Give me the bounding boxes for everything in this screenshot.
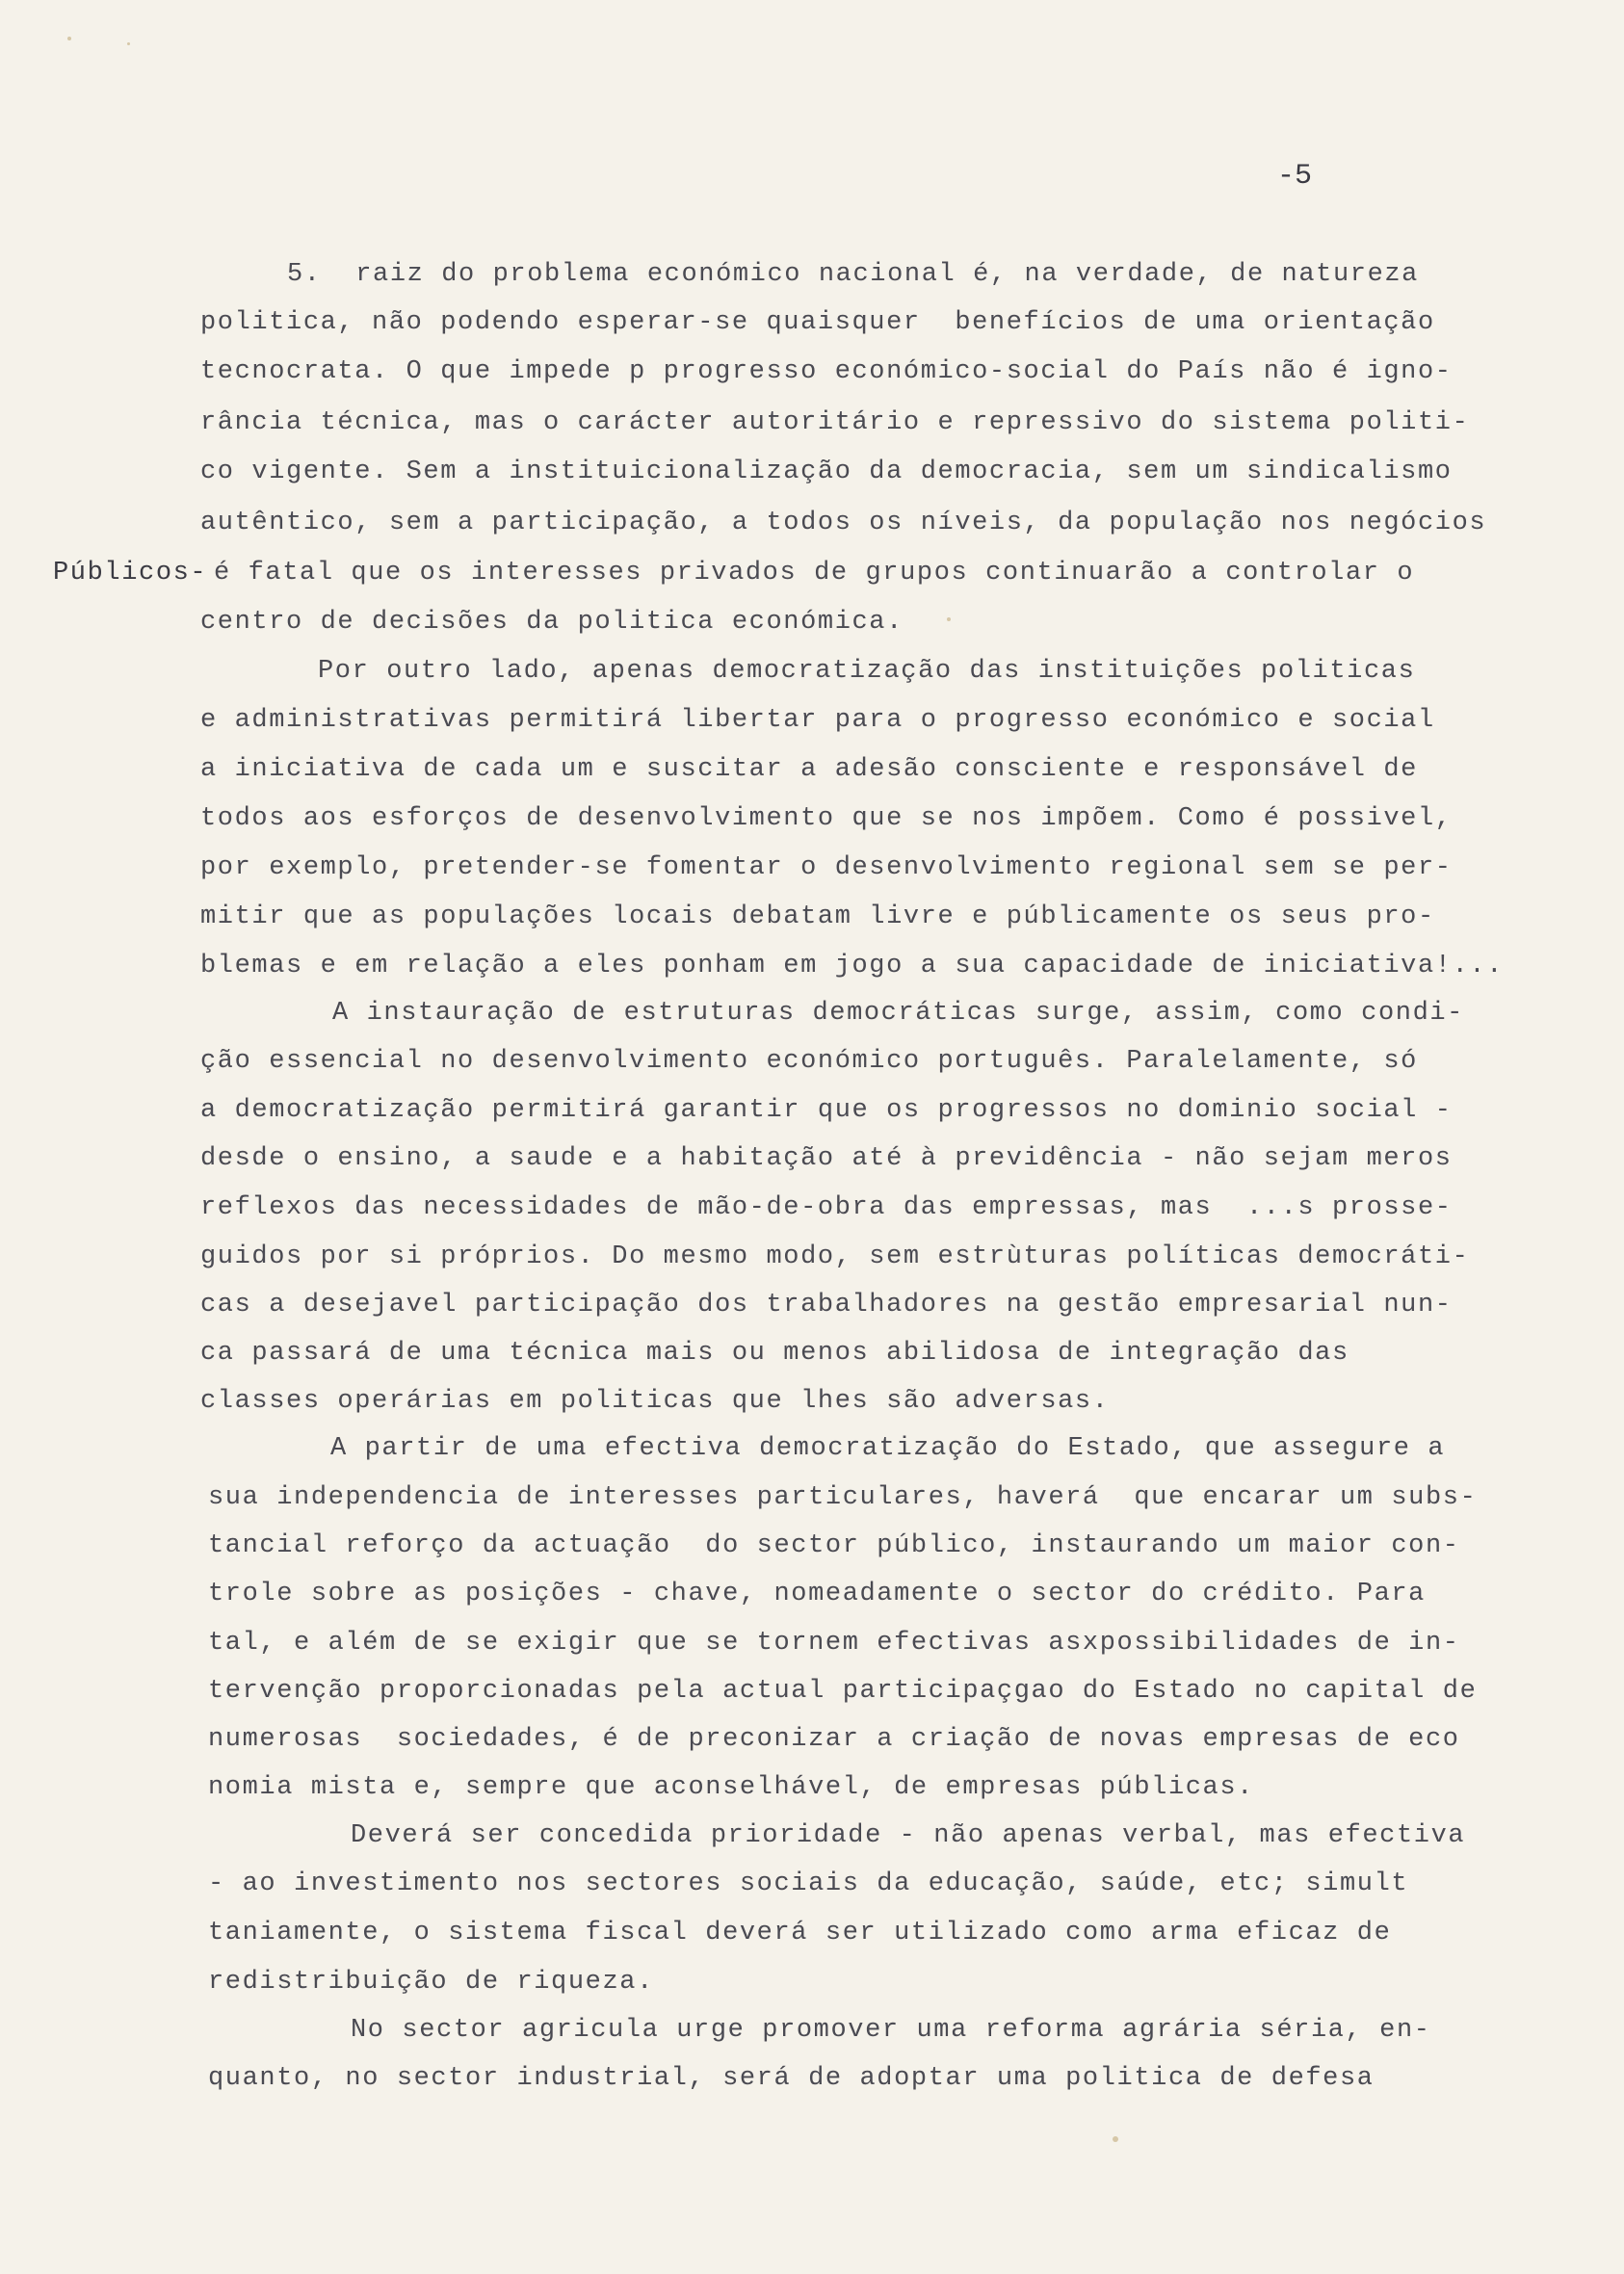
text-line: nomia mista e, sempre que aconselhável, de empresas públicas. bbox=[208, 1773, 1254, 1802]
text-line: todos aos esforços de desenvolvimento que se nos impõem. Como é possivel, bbox=[200, 804, 1453, 833]
page-number: -5 bbox=[1277, 160, 1313, 193]
text-line: ca passará de uma técnica mais ou menos abilidosa de integração das bbox=[200, 1339, 1349, 1368]
text-line: Deverá ser concedida prioridade - não apenas verbal, mas efectiva bbox=[351, 1821, 1466, 1850]
paper-speck bbox=[67, 37, 71, 40]
text-line: quanto, no sector industrial, será de adoptar uma politica de defesa bbox=[208, 2064, 1375, 2093]
text-line: - ao investimento nos sectores sociais da educação, saúde, etc; simult bbox=[208, 1869, 1409, 1898]
paper-speck bbox=[1113, 2136, 1118, 2142]
text-line: tancial reforço da actuação do sector público, instaurando um maior con- bbox=[208, 1531, 1460, 1560]
text-line: mitir que as populações locais debatam livre e públicamente os seus pro- bbox=[200, 902, 1435, 931]
text-line: taniamente, o sistema fiscal deverá ser utilizado como arma eficaz de bbox=[208, 1919, 1392, 1947]
text-line: a democratização permitirá garantir que os progressos no dominio social - bbox=[200, 1096, 1453, 1125]
text-line: por exemplo, pretender-se fomentar o desenvolvimento regional sem se per- bbox=[200, 853, 1453, 882]
text-line: blemas e em relação a eles ponham em jogo a sua capacidade de iniciativa!... bbox=[200, 952, 1504, 980]
paper-speck bbox=[127, 42, 130, 45]
text-line: Por outro lado, apenas democratização das instituições politicas bbox=[318, 657, 1416, 686]
text-line: tervenção proporcionadas pela actual participaçgao do Estado no capital de bbox=[208, 1677, 1478, 1706]
text-line: cas a desejavel participação dos trabalhadores na gestão empresarial nun- bbox=[200, 1291, 1453, 1320]
margin-note: Públicos- bbox=[53, 559, 208, 588]
text-line: A partir de uma efectiva democratização do Estado, que assegure a bbox=[330, 1434, 1446, 1463]
text-line: a iniciativa de cada um e suscitar a adesão consciente e responsável de bbox=[200, 755, 1418, 784]
text-line: e administrativas permitirá libertar para o progresso económico e social bbox=[200, 706, 1435, 735]
text-line: autêntico, sem a participação, a todos os níveis, da população nos negócios bbox=[200, 509, 1487, 537]
text-line: desde o ensino, a saude e a habitação até à previdência - não sejam meros bbox=[200, 1144, 1453, 1173]
text-line: trole sobre as posições - chave, nomeadamente o sector do crédito. Para bbox=[208, 1580, 1426, 1608]
text-line: politica, não podendo esperar-se quaisquer benefícios de uma orientação bbox=[200, 308, 1435, 337]
text-line: guidos por si próprios. Do mesmo modo, sem estrùturas políticas democráti- bbox=[200, 1242, 1470, 1271]
text-line: tecnocrata. O que impede p progresso económico-social do País não é igno- bbox=[200, 357, 1453, 386]
text-line: classes operárias em politicas que lhes são adversas. bbox=[200, 1387, 1110, 1416]
text-line: tal, e além de se exigir que se tornem efectivas asxpossibilidades de in- bbox=[208, 1629, 1460, 1658]
text-line: No sector agricula urge promover uma reforma agrária séria, en- bbox=[351, 2016, 1431, 2045]
text-line: reflexos das necessidades de mão-de-obra das empressas, mas ...s prosse- bbox=[200, 1193, 1453, 1222]
text-line: centro de decisões da politica económica. bbox=[200, 608, 904, 637]
text-line: 5. raiz do problema económico nacional é, na verdade, de natureza bbox=[287, 260, 1419, 289]
text-line: é fatal que os interesses privados de grupos continuarão a controlar o bbox=[214, 559, 1415, 588]
text-line: rância técnica, mas o carácter autoritário e repressivo do sistema politi- bbox=[200, 408, 1470, 437]
text-line: numerosas sociedades, é de preconizar a criação de novas empresas de eco bbox=[208, 1725, 1460, 1754]
text-line: A instauração de estruturas democráticas surge, assim, como condi- bbox=[332, 999, 1464, 1028]
text-line: redistribuição de riqueza. bbox=[208, 1968, 654, 1997]
paper-speck bbox=[947, 617, 951, 621]
text-line: ção essencial no desenvolvimento económico português. Paralelamente, só bbox=[200, 1047, 1418, 1076]
text-line: co vigente. Sem a instituicionalização da democracia, sem um sindicalismo bbox=[200, 457, 1453, 486]
text-line: sua independencia de interesses particulares, haverá que encarar um subs- bbox=[208, 1483, 1478, 1512]
